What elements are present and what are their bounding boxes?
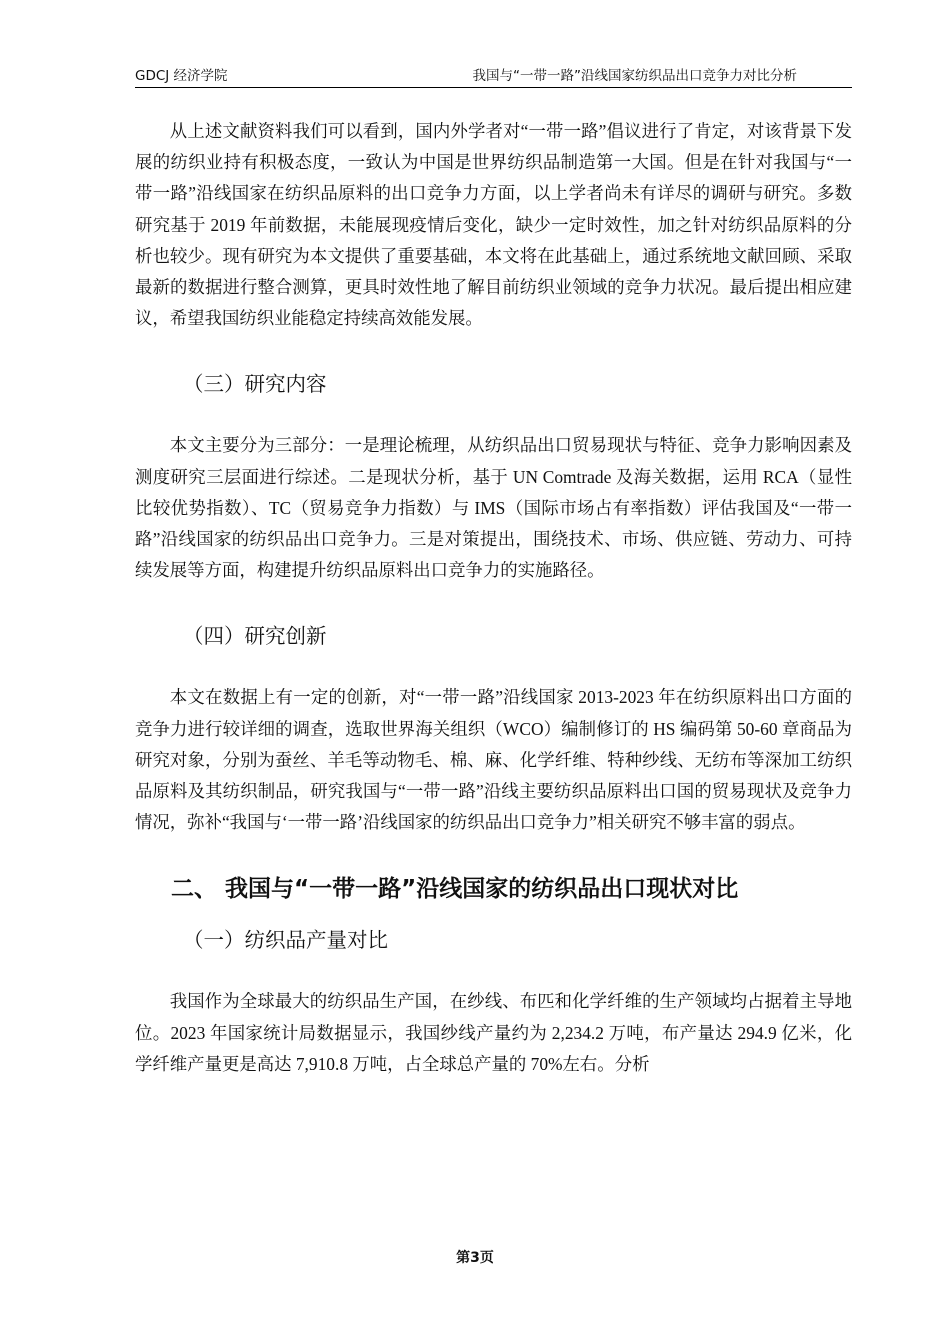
heading-output-comparison: （一）纺织品产量对比 [183, 928, 388, 953]
header-title: 我国与“一带一路”沿线国家纺织品出口竞争力对比分析 [472, 68, 797, 84]
header-institution: GDCJ 经济学院 [135, 68, 228, 84]
page-number: 第3页 [456, 1250, 494, 1266]
paragraph-output-comparison: 我国作为全球最大的纺织品生产国，在纱线、布匹和化学纤维的生产领域均占据着主导地位。2023 年国家统计局数据显示，我国纱线产量约为 2,234.2 万吨，布产量达 294.9 亿米，化学纤维产量更是高达 7,910.8 万吨，占全球总产量的 70%左右。分析 [135, 991, 852, 1074]
heading-section-2: 二、 我国与“一带一路”沿线国家的纺织品出口现状对比 [171, 876, 739, 903]
paragraph-research-innovation: 本文在数据上有一定的创新，对“一带一路”沿线国家 2013-2023 年在纺织原料出口方面的竞争力进行较详细的调查，选取世界海关组织（WCO）编制修订的 HS 编码第 50-60 章商品为研究对象，分别为蚕丝、羊毛等动物毛、棉、麻、化学纤维、特种纱线、无纺布等深加工纺织品原料及其纺织制品，研究我国与“一带一路”沿线主要纺织品原料出口国的贸易现状及竞争力情况，弥补“我国与‘一带一路’沿线国家的纺织品出口竞争力”相关研究不够丰富的弱点。 [135, 687, 852, 833]
paragraph-research-content: 本文主要分为三部分：一是理论梳理，从纺织品出口贸易现状与特征、竞争力影响因素及测度研究三层面进行综述。二是现状分析，基于 UN Comtrade 及海关数据，运用 RCA（显性比较优势指数）、TC（贸易竞争力指数）与 IMS（国际市场占有率指数）评估我国及“一带一路”沿线国家的纺织品出口竞争力。三是对策提出，围绕技术、市场、供应链、劳动力、可持续发展等方面，构建提升纺织品原料出口竞争力的实施路径。 [135, 435, 852, 581]
document-body [135, 116, 852, 1080]
heading-research-innovation: （四）研究创新 [183, 624, 327, 649]
heading-research-content: （三）研究内容 [183, 372, 327, 397]
page-header [135, 67, 852, 88]
paragraph-literature-summary: 从上述文献资料我们可以看到，国内外学者对“一带一路”倡议进行了肯定，对该背景下发展的纺织业持有积极态度，一致认为中国是世界纺织品制造第一大国。但是在针对我国与“一带一路”沿线国家在纺织品原料的出口竞争力方面，以上学者尚未有详尽的调研与研究。多数研究基于 2019 年前数据，未能展现疫情后变化，缺少一定时效性，加之针对纺织品原料的分析也较少。现有研究为本文提供了重要基础，本文将在此基础上，通过系统地文献回顾、采取最新的数据进行整合测算，更具时效性地了解目前纺织业领域的竞争力状况。最后提出相应建议，希望我国纺织业能稳定持续高效能发展。 [135, 121, 852, 329]
